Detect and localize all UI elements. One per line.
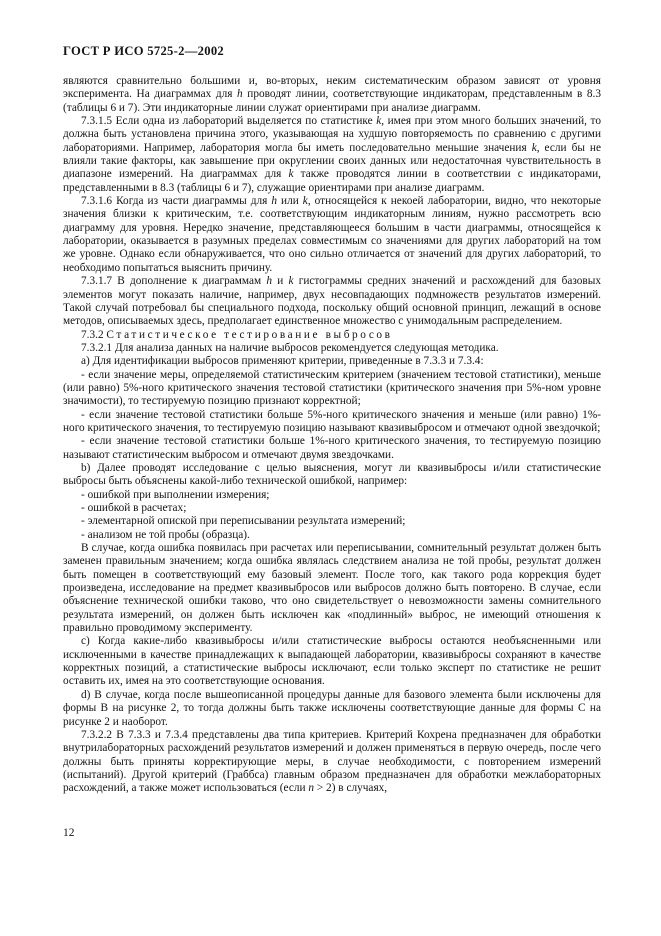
paragraph: а) Для идентификации выбросов применяют критерии, приведенные в 7.3.3 и 7.3.4: [81,355,484,368]
paragraph: являются сравнительно большими и, во-вторых, неким систематическим образом зависят от уровня эксперимента. На диаграммах для h проводят линии, соответствующие индикаторам, представленным в 8.3 (таблицы 6 и 7). Эти индикаторные линии служат ориентирами при анализе диаграмм. [63,75,601,114]
paragraph: - ошибкой при выполнении измерения; [81,488,270,501]
paragraph: - анализом не той пробы (образца). [81,528,250,541]
document-title: ГОСТ Р ИСО 5725-2—2002 [63,44,225,58]
paragraph: - ошибкой в расчетах; [81,502,187,514]
paragraph: 7.3.1.6 Когда из части диаграммы для h или k, относящейся к некоей лаборатории, видно, что некоторые значения близки к критическим, т.е. соответствующим индикаторным линиям, нужно рассмотреть всю диаграмму для уровня. Нередко значение, представляющееся большим в части диаграммы, относящейся к лаборатории, оказывается в разумных пределах совместимым со значениями для других лабораторий на том же уровне. Однако если обнаруживается, что оно сильно отличается от значений для других лабораторий, то необходимо попытаться выяснить причину. [63,195,601,274]
paragraph: d) В случае, когда после вышеописанной процедуры данные для базового элемента были исключены для формы В на рисунке 2, то тогда должны быть также исключены соответствующие данные для формы С на рисунке 2 и наоборот. [63,688,601,728]
section-heading [63,329,601,342]
section-number: 7.3.2 [81,328,104,341]
document-body [63,75,601,796]
paragraph: 7.3.2.2 В 7.3.3 и 7.3.4 представлены два типа критериев. Критерий Кохрена предназначен для обработки внутрилабораторных расхождений результатов измерений и должен применяться в первую очередь, после чего должны быть приняты корректирующие меры, в случае необходимости, с повторением измерений (испытаний). Другой критерий (Граббса) главным образом предназначен для обработки межлабораторных расхождений, а также может использоваться (если n > 2) в случаях, [63,728,601,795]
paragraph: b) Далее проводят исследование с целью выяснения, могут ли квазивыбросы и/или статистические выбросы быть объяснены какой-либо технической ошибкой, например: [63,461,601,488]
page-number: 12 [63,827,75,839]
paragraph: - если значение тестовой статистики больше 5%-ного критического значения и меньше (или равно) 1%-ного критического значения, то тестируемую позицию называют квазивыбросом и отмечают одной звездочкой; [63,408,601,434]
paragraph: 7.3.1.5 Если одна из лабораторий выделяется по статистике k, имея при этом много больших значений, то должна быть установлена причина этого, указывающая на худшую повторяемость по сравнению с другими лабораториями. Например, лаборатория могла бы иметь последовательно меньшие значения k, если бы не влияли такие факторы, как завышение при округлении своих данных или недостаточная чувствительность в диапазоне измерений. На диаграммах для k также проводятся линии в соответствии с индикаторами, представленными в 8.3 (таблицы 6 и 7), служащие ориентирами при анализе диаграмм. [63,115,601,194]
paragraph: c) Когда какие-либо квазивыбросы и/или статистические выбросы остаются необъясненными или исключенными в качестве принадлежащих к выпадающей лаборатории, квазивыбросы сохраняют в качестве корректных позиций, а статистические выбросы исключают, если только эксперт по статистике не решит оставить их, имея на это соответствующие основания. [63,635,601,688]
section-heading-title: Статистическое тестирование выбросов [106,328,393,341]
paragraph: - элементарной опиской при переписывании результата измерений; [81,515,406,528]
paragraph: 7.3.2.1 Для анализа данных на наличие выбросов рекомендуется следующая методика. [81,341,499,354]
paragraph: - если значение меры, определяемой статистическим критерием (значением тестовой статистики), меньше (или равно) 5%-ного критического значения тестовой статистики (критического значения при 5%-ном уровне значимости), то тестируемую позицию признают корректной; [63,368,601,408]
paragraph: - если значение тестовой статистики больше 1%-ного критического значения, то тестируемую позицию называют статистическим выбросом и отмечают двумя звездочками. [63,435,601,461]
paragraph: 7.3.1.7 В дополнение к диаграммам h и k гистограммы средних значений и расхождений для базовых элементов могут показать наличие, например, двух несовпадающих подмножеств результатов измерений. Такой случай потребовал бы специального подхода, поскольку общий основной принцип, лежащий в основе методов, описываемых здесь, предполагает единственное множество с унимодальным распределением. [63,275,601,328]
paragraph: В случае, когда ошибка появилась при расчетах или переписывании, сомнительный результат должен быть заменен правильным значением; когда ошибка являлась следствием анализа не той пробы, результат должен быть помещен в соответствующий ему базовый элемент. После того, как такого рода коррекция будет произведена, исследование на предмет квазивыбросов или выбросов должно быть повторено. В случае, если объяснение технической ошибки таково, что оно свидетельствует о невозможности замены сомнительного результата измерений, он должен быть исключен как «подлинный» выброс, не имеющий отношения к правильно проводимому эксперименту. [63,542,601,635]
